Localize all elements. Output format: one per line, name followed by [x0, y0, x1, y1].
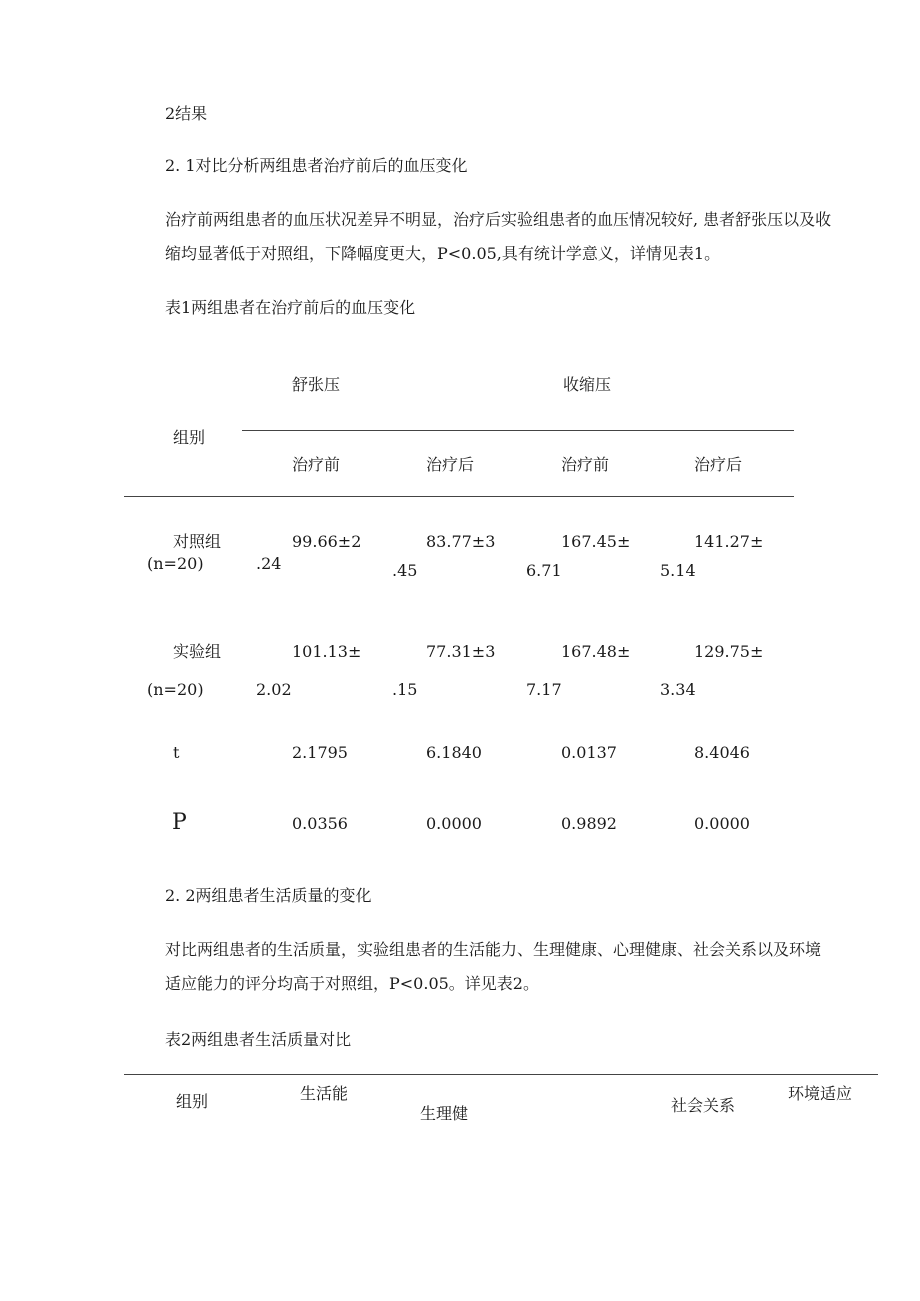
cell-wrap: 7.17	[526, 680, 562, 699]
cell: 0.0000	[426, 814, 482, 833]
paragraph-1-line-2: 缩均显著低于对照组，下降幅度更大，P<0.05,具有统计学意义，详情见表1。	[165, 244, 721, 263]
table1-subheader-rule	[242, 430, 794, 431]
cell: 141.27±	[694, 532, 764, 551]
cell: 0.0137	[561, 743, 617, 762]
cell-wrap: 3.34	[660, 680, 696, 699]
cell: 167.48±	[561, 642, 631, 661]
cell-wrap: .15	[392, 680, 418, 699]
cell: 77.31±3	[426, 642, 496, 661]
cell-wrap: 5.14	[660, 561, 696, 580]
row-label: 实验组	[173, 642, 222, 661]
table1-header-diastolic: 舒张压	[292, 375, 341, 394]
cell: 2.1795	[292, 743, 348, 762]
table1-header-systolic: 收缩压	[563, 375, 612, 394]
cell: 83.77±3	[426, 532, 496, 551]
table2-header-col3: 社会关系	[671, 1096, 736, 1115]
section-heading: 2结果	[165, 104, 208, 123]
row-label-n: (n=20)	[147, 680, 204, 699]
cell: 0.9892	[561, 814, 617, 833]
cell: 6.1840	[426, 743, 482, 762]
table2-header-col4: 环境适应	[788, 1084, 853, 1103]
table1-header-before-1: 治疗前	[292, 455, 341, 474]
row-label-n: (n=20)	[147, 554, 204, 573]
cell: 101.13±	[292, 642, 362, 661]
paragraph-1-line-1: 治疗前两组患者的血压状况差异不明显，治疗后实验组患者的血压情况较好, 患者舒张压以及收	[165, 210, 832, 229]
cell: 8.4046	[694, 743, 750, 762]
cell-wrap: 6.71	[526, 561, 562, 580]
table1-header-after-2: 治疗后	[694, 455, 743, 474]
paragraph-2-line-1: 对比两组患者的生活质量，实验组患者的生活能力、生理健康、心理健康、社会关系以及环境	[165, 940, 822, 959]
cell: 129.75±	[694, 642, 764, 661]
subsection-title-1: 2. 1对比分析两组患者治疗前后的血压变化	[165, 156, 468, 175]
row-label: t	[173, 743, 180, 762]
table2-header-col2: 生理健	[420, 1104, 469, 1123]
row-label: P	[172, 810, 187, 835]
table1-header-after-1: 治疗后	[426, 455, 475, 474]
paragraph-2-line-2: 适应能力的评分均高于对照组，P<0.05。详见表2。	[165, 974, 539, 993]
table2-top-rule	[124, 1074, 878, 1075]
table1-header-group: 组别	[173, 428, 206, 447]
table2-header-group: 组别	[176, 1092, 209, 1111]
subsection-title-2: 2. 2两组患者生活质量的变化	[165, 886, 372, 905]
cell: 0.0356	[292, 814, 348, 833]
table1-header-rule	[124, 496, 794, 497]
table1-caption: 表1两组患者在治疗前后的血压变化	[165, 298, 416, 317]
cell: 167.45±	[561, 532, 631, 551]
table2-caption: 表2两组患者生活质量对比	[165, 1030, 352, 1049]
row-label: 对照组	[173, 532, 222, 551]
cell: 0.0000	[694, 814, 750, 833]
cell: 99.66±2	[292, 532, 362, 551]
cell-wrap: .45	[392, 561, 418, 580]
cell-wrap: 2.02	[256, 680, 292, 699]
table2-header-col1: 生活能	[300, 1084, 349, 1103]
cell-wrap: .24	[256, 554, 282, 573]
table1-header-before-2: 治疗前	[561, 455, 610, 474]
